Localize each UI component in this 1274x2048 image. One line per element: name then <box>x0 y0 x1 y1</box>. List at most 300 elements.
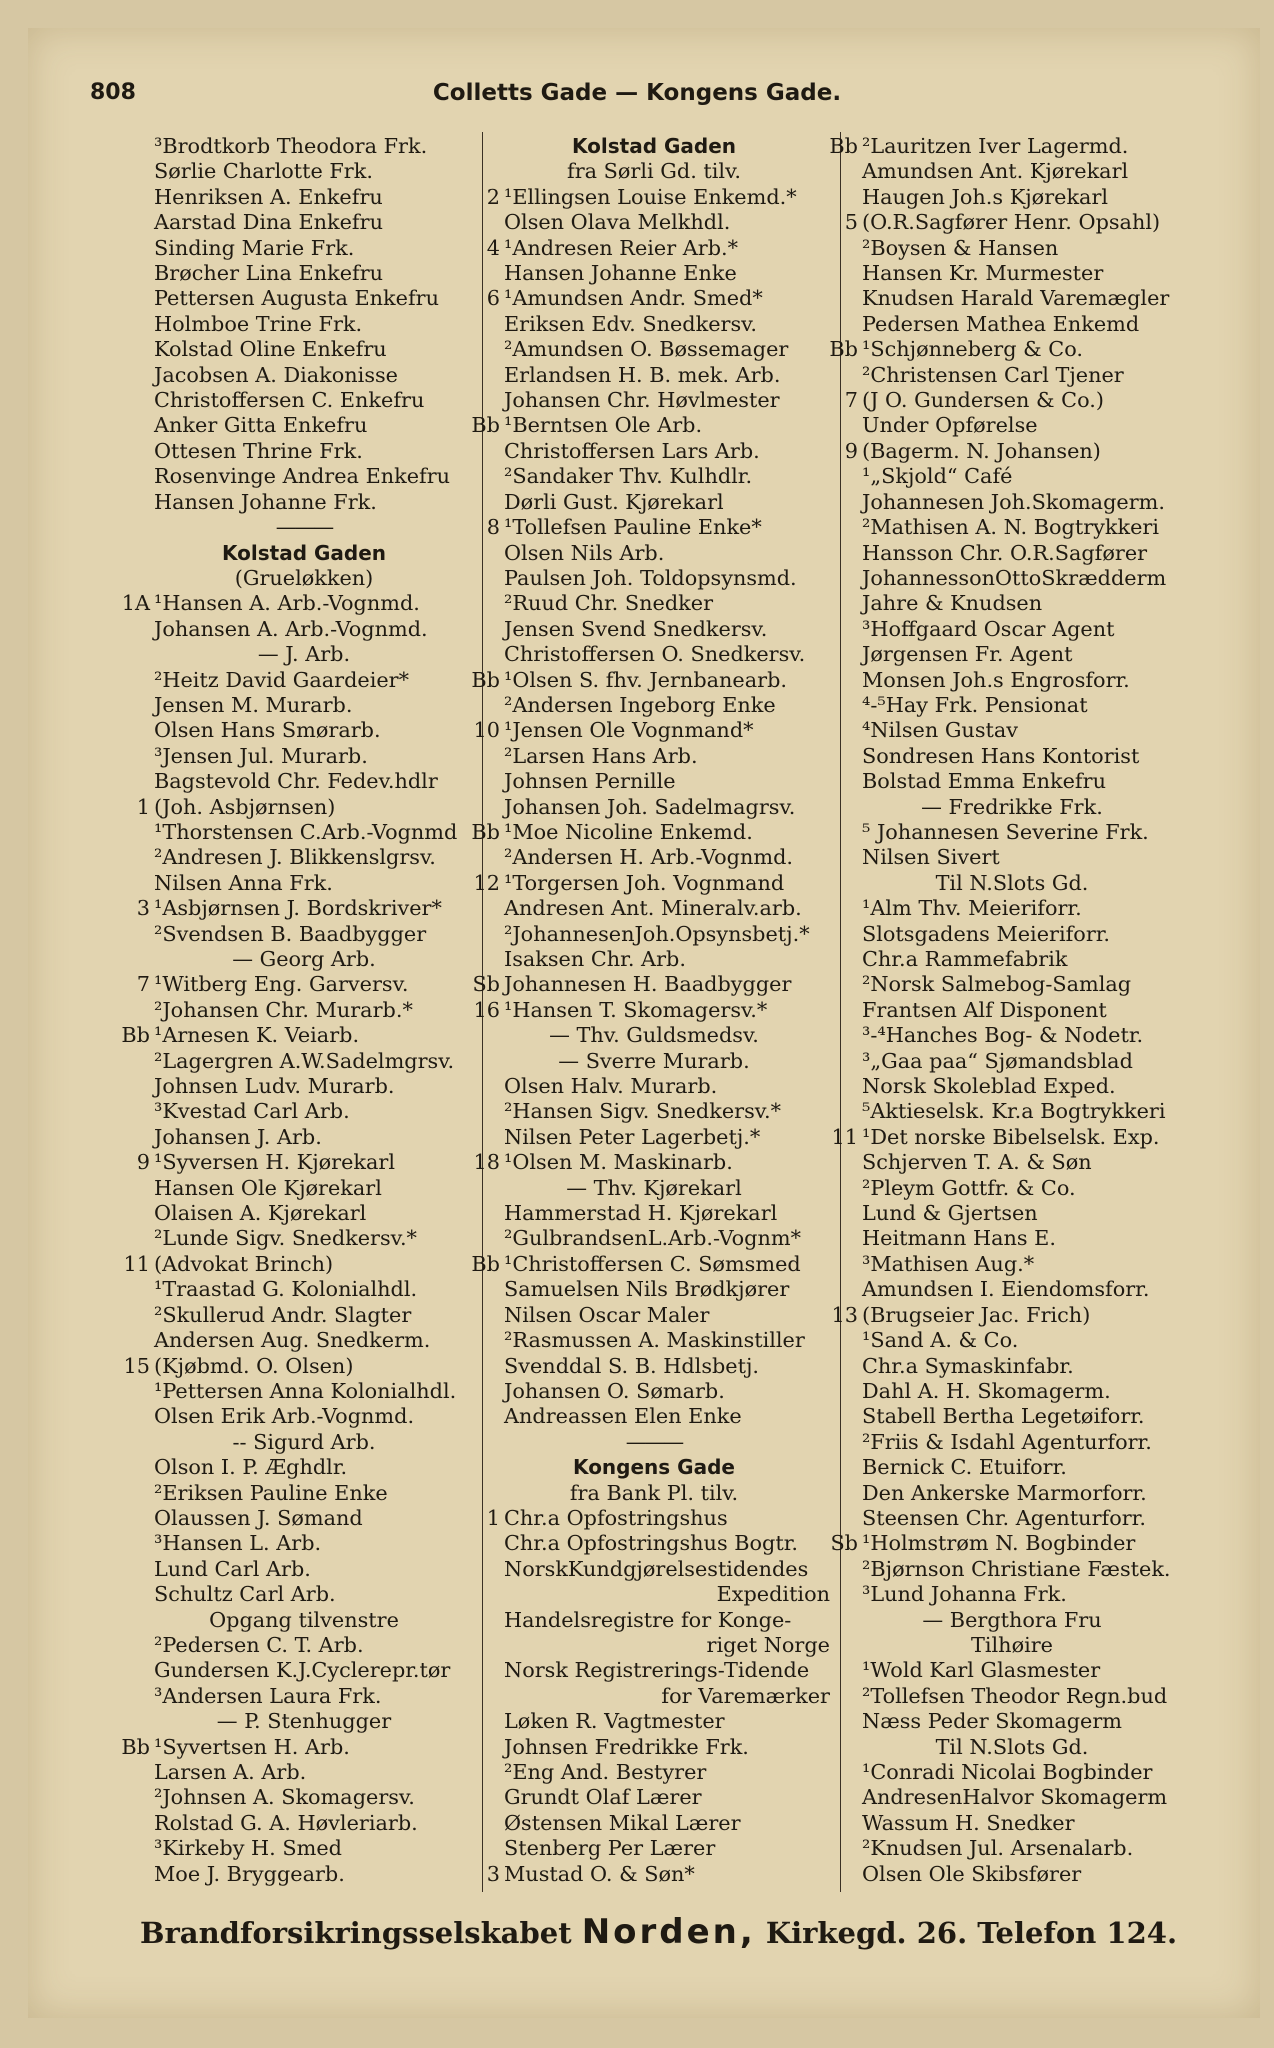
entry-text: Amundsen Ant. Kjørekarl <box>862 159 1129 184</box>
directory-entry <box>836 185 1188 210</box>
directory-entry <box>478 1506 830 1531</box>
directory-entry <box>836 1049 1188 1074</box>
house-number: 1 <box>136 794 150 819</box>
entry-text: ²JohannesenJoh.Opsynsbetj.* <box>504 921 810 946</box>
entry-text: ¹Hansen A. Arb.-Vognmd. <box>154 591 420 616</box>
directory-entry <box>478 210 830 235</box>
directory-entry <box>128 1582 480 1607</box>
directory-entry <box>128 134 480 159</box>
house-number: 9 <box>844 438 858 463</box>
directory-entry <box>836 1582 1188 1607</box>
directory-entry <box>836 490 1188 515</box>
directory-entry <box>478 1277 830 1302</box>
entry-text: ²Svendsen B. Baadbygger <box>154 921 427 946</box>
directory-entry <box>836 642 1188 667</box>
directory-entry <box>836 718 1188 743</box>
entry-text: Østensen Mikal Lærer <box>504 1810 741 1835</box>
entry-text: ¹Asbjørnsen J. Bordskriver* <box>154 896 442 921</box>
house-number: 7 <box>136 972 150 997</box>
directory-entry <box>836 1379 1188 1404</box>
entry-text: ³Jensen Jul. Murarb. <box>154 743 368 768</box>
directory-entry <box>836 668 1188 693</box>
directory-entry <box>836 1277 1188 1302</box>
entry-text: Chr.a Opfostringshus <box>504 1505 728 1530</box>
house-number: 6 <box>486 286 500 311</box>
directory-entry <box>128 795 480 820</box>
directory-entry <box>128 236 480 261</box>
entry-text: ²Heitz David Gaardeier* <box>154 667 410 692</box>
entry-text: ¹Conradi Nicolai Bogbinder <box>862 1760 1153 1784</box>
entry-text: Norsk Registrerings-Tidende <box>504 1658 810 1683</box>
entry-text: ²Andersen Ingeborg Enke <box>504 692 776 717</box>
directory-entry <box>831 1302 1188 1328</box>
entry-text: Pedersen Mathea Enkemd <box>862 311 1140 336</box>
entry-text: ²Sandaker Thv. Kulhdlr. <box>504 464 753 489</box>
entry-text: ²Lagergren A.W.Sadelmgrsv. <box>154 1048 455 1073</box>
house-number: 1A <box>121 591 150 616</box>
directory-entry <box>128 1531 480 1556</box>
directory-entry <box>478 1201 830 1226</box>
house-number: Bb <box>471 413 500 438</box>
house-number: Bb <box>121 1023 150 1048</box>
directory-entry <box>128 1811 480 1836</box>
directory-entry <box>128 1684 480 1709</box>
house-number: 9 <box>136 1150 150 1175</box>
directory-entry <box>128 363 480 388</box>
directory-entry <box>478 439 830 464</box>
entry-text: ²Lauritzen Iver Lagermd. <box>862 134 1129 158</box>
entry-text: Olsen Nils Arb. <box>504 540 665 565</box>
entry-text: Olson I. P. Æghdlr. <box>154 1455 348 1480</box>
directory-entry <box>478 1379 830 1404</box>
entry-text: Johnsen Ludv. Murarb. <box>154 1074 395 1099</box>
entry-text: Chr.a Rammefabrik <box>862 947 1068 971</box>
entry-text: Under Opførelse <box>862 413 1038 438</box>
footer-address: Kirkegd. 26. Telefon 124. <box>765 1916 1178 1950</box>
entry-text: (O.R.Sagfører Henr. Opsahl) <box>862 210 1161 235</box>
entry-text: Næss Peder Skomagerm <box>862 1709 1123 1734</box>
entry-text: ²Mathisen A. N. Bogtrykkeri <box>862 515 1160 540</box>
entry-text: Hansson Chr. O.R.Sagfører <box>862 540 1148 565</box>
directory-entry <box>478 312 830 337</box>
directory-entry <box>836 972 1188 997</box>
entry-text: Samuelsen Nils Brødkjører <box>504 1277 790 1302</box>
directory-entry <box>478 1099 830 1124</box>
entry-text: Knudsen Harald Varemægler <box>862 286 1170 311</box>
directory-column-2 <box>471 134 830 1887</box>
entry-text: ²Bjørnson Christiane Fæstek. <box>862 1556 1171 1581</box>
directory-entry <box>473 718 830 743</box>
entry-text: Jacobsen A. Diakonisse <box>154 362 398 387</box>
directory-entry <box>128 871 480 896</box>
entry-text: Jensen M. Murarb. <box>154 692 353 717</box>
entry-text: NorskKundgjørelsestidendes <box>504 1556 809 1581</box>
entry-text: Sørlie Charlotte Frk. <box>154 159 373 184</box>
directory-entry <box>128 744 480 769</box>
directory-entry <box>128 1099 480 1124</box>
directory-entry <box>478 769 830 794</box>
directory-column-1 <box>121 134 480 1887</box>
entry-text: Johansen O. Sømarb. <box>504 1378 725 1403</box>
entry-text: Stenberg Per Lærer <box>504 1836 716 1861</box>
directory-entry <box>128 1836 480 1861</box>
directory-entry <box>478 337 830 362</box>
directory-entry <box>478 490 830 515</box>
directory-entry <box>128 1125 480 1150</box>
directory-entry <box>128 1785 480 1810</box>
entry-text: ³-⁴Hanches Bog- & Nodetr. <box>862 1023 1144 1048</box>
entry-text: ¹Moe Nicoline Enkemd. <box>504 819 753 844</box>
directory-entry <box>473 870 830 896</box>
directory-entry <box>128 617 480 642</box>
directory-entry <box>836 388 1188 413</box>
directory-entry <box>836 1176 1188 1201</box>
directory-entry <box>836 312 1188 337</box>
directory-entry <box>478 566 830 591</box>
house-number: 12 <box>473 870 500 895</box>
entry-text: Jensen Svend Snedkersv. <box>504 616 768 641</box>
directory-entry <box>478 1226 830 1251</box>
entry-text: Johansen A. Arb.-Vognmd. <box>154 616 428 641</box>
street-subheading: (Grueløkken) <box>234 565 374 590</box>
directory-entry <box>836 896 1188 921</box>
directory-column-3 <box>829 134 1188 1887</box>
entry-text: Johannesen Joh.Skomagerm. <box>862 489 1165 514</box>
directory-entry <box>836 236 1188 261</box>
house-number: Bb <box>121 1734 150 1759</box>
entry-text: ¹Jensen Ole Vognmand* <box>504 718 754 743</box>
directory-entry <box>128 312 480 337</box>
entry-text: ¹Witberg Eng. Garversv. <box>154 972 409 997</box>
directory-entry <box>128 1379 480 1404</box>
entry-text: ²Knudsen Jul. Arsenalarb. <box>862 1836 1134 1861</box>
entry-text: ²Lunde Sigv. Snedkersv.* <box>154 1226 417 1251</box>
directory-entry: — J. Arb. <box>257 642 351 667</box>
entry-text: ³Hoffgaard Oscar Agent <box>862 616 1115 641</box>
entry-text: Heitmann Hans E. <box>862 1226 1056 1251</box>
directory-entry <box>128 1201 480 1226</box>
directory-entry: Tilhøire <box>971 1632 1053 1657</box>
entry-text: (Joh. Asbjørnsen) <box>154 794 336 819</box>
entry-text: ³Kirkeby H. Smed <box>154 1836 342 1861</box>
entry-text: ²Amundsen O. Bøssemager <box>504 337 789 362</box>
entry-text: Olsen Olava Melkhdl. <box>504 210 731 235</box>
entry-text: ²Rasmussen A. Maskinstiller <box>504 1328 805 1353</box>
entry-text: Hansen Ole Kjørekarl <box>154 1175 382 1200</box>
entry-text: Olaussen J. Sømand <box>154 1505 363 1530</box>
entry-text: ²Johnsen A. Skomagersv. <box>154 1785 415 1810</box>
house-number: 11 <box>831 1124 858 1149</box>
directory-entry <box>478 363 830 388</box>
directory-entry <box>836 439 1188 464</box>
entry-text: ¹Andresen Reier Arb.* <box>504 235 739 260</box>
directory-entry <box>128 1303 480 1328</box>
entry-text: Hammerstad H. Kjørekarl <box>504 1201 778 1226</box>
directory-entry <box>478 617 830 642</box>
directory-entry <box>836 1430 1188 1455</box>
directory-entry <box>128 1760 480 1785</box>
entry-text: Chr.a Opfostringshus Bogtr. <box>504 1531 798 1556</box>
entry-text: ⁵Aktieselsk. Kr.a Bogtrykkeri <box>862 1099 1166 1124</box>
entry-text: Grundt Olaf Lærer <box>504 1785 702 1810</box>
directory-entry: -- Sigurd Arb. <box>232 1429 376 1454</box>
directory-entry <box>128 693 480 718</box>
directory-entry <box>128 820 480 845</box>
entry-text: Chr.a Symaskinfabr. <box>862 1353 1074 1378</box>
directory-entry <box>836 1811 1188 1836</box>
directory-entry <box>123 1251 480 1277</box>
directory-entry <box>836 566 1188 591</box>
directory-entry <box>128 464 480 489</box>
entry-text: ²Tollefsen Theodor Regn.bud <box>862 1683 1168 1708</box>
directory-entry <box>471 667 830 693</box>
directory-entry <box>836 1252 1188 1277</box>
entry-text: ²Eng And. Bestyrer <box>504 1760 707 1784</box>
directory-entry <box>478 464 830 489</box>
directory-entry <box>123 1353 480 1379</box>
directory-entry <box>836 845 1188 870</box>
directory-entry <box>836 1023 1188 1048</box>
directory-entry <box>128 1404 480 1429</box>
directory-entry <box>128 261 480 286</box>
directory-entry <box>836 1481 1188 1506</box>
directory-entry <box>472 972 830 997</box>
entry-text: ¹Olsen M. Maskinarb. <box>504 1150 733 1175</box>
entry-text: Nilsen Peter Lagerbetj.* <box>504 1124 761 1149</box>
directory-entry <box>478 845 830 870</box>
directory-entry <box>836 541 1188 566</box>
directory-entry <box>121 591 480 616</box>
directory-entry <box>478 1557 830 1582</box>
entry-text: ¹Olsen S. fhv. Jernbanearb. <box>504 667 788 692</box>
house-number: 3 <box>486 1861 500 1886</box>
entry-text: ³„Gaa paa“ Sjømandsblad <box>862 1048 1133 1073</box>
entry-text: Olaisen A. Kjørekarl <box>154 1201 367 1226</box>
directory-entry <box>128 1176 480 1201</box>
directory-entry: — Georg Arb. <box>232 947 376 971</box>
directory-entry <box>836 591 1188 616</box>
entry-text: ³Kvestad Carl Arb. <box>154 1099 350 1124</box>
entry-text: Bolstad Emma Enkefru <box>862 769 1106 794</box>
directory-entry <box>836 1201 1188 1226</box>
section-divider: ——— <box>275 515 333 540</box>
entry-text: ²Norsk Salmebog-Samlag <box>862 972 1132 997</box>
directory-entry <box>836 1506 1188 1531</box>
entry-text: Bagstevold Chr. Fedev.hdlr <box>154 769 438 794</box>
directory-entry <box>473 1150 830 1175</box>
entry-text: ¹Christoffersen C. Sømsmed <box>504 1251 801 1276</box>
entry-text: ¹Traastad G. Kolonialhdl. <box>154 1277 418 1302</box>
entry-text: Paulsen Joh. Toldopsynsmd. <box>504 565 797 590</box>
house-number: Bb <box>471 667 500 692</box>
house-number: Bb <box>471 819 500 844</box>
directory-entry <box>128 490 480 515</box>
directory-entry <box>836 947 1188 972</box>
directory-entry <box>830 1531 1188 1556</box>
entry-text: ³Mathisen Aug.* <box>862 1251 1035 1276</box>
house-number: 16 <box>473 997 500 1022</box>
directory-entry <box>128 1328 480 1353</box>
entry-text: (Advokat Brinch) <box>154 1251 334 1276</box>
directory-entry <box>836 1658 1188 1683</box>
directory-entry <box>478 261 830 286</box>
house-number: 11 <box>123 1251 150 1276</box>
directory-entry <box>128 1633 480 1658</box>
entry-text: ²Boysen & Hansen <box>862 235 1059 260</box>
directory-entry <box>128 1862 480 1887</box>
directory-entry <box>478 1125 830 1150</box>
directory-entry <box>836 744 1188 769</box>
entry-text: Andreassen Elen Enke <box>504 1404 742 1429</box>
directory-entry <box>836 1760 1188 1785</box>
entry-text: Jørgensen Fr. Agent <box>862 642 1073 667</box>
entry-text: ²Christensen Carl Tjener <box>862 362 1124 387</box>
directory-entry <box>128 1277 480 1302</box>
entry-text: ¹Hansen T. Skomagersv.* <box>504 997 768 1022</box>
directory-entry <box>121 1023 480 1048</box>
entry-text: AndresenHalvor Skomagerm <box>862 1785 1168 1810</box>
directory-entry <box>471 1251 830 1277</box>
directory-entry <box>836 922 1188 947</box>
house-number: 18 <box>473 1150 500 1175</box>
directory-entry <box>836 1099 1188 1124</box>
entry-text: Johannesen H. Baadbygger <box>504 972 792 997</box>
entry-text: ¹Schjønneberg & Co. <box>862 337 1083 362</box>
directory-entry <box>478 1074 830 1099</box>
entry-text: Lund Carl Arb. <box>154 1556 311 1581</box>
entry-text: Steensen Chr. Agenturforr. <box>862 1505 1146 1530</box>
entry-text: Brøcher Lina Enkefru <box>154 261 384 286</box>
entry-text: Nilsen Oscar Maler <box>504 1302 710 1327</box>
house-number: Sb <box>472 972 500 997</box>
directory-entry <box>478 1608 830 1633</box>
directory-entry <box>836 1074 1188 1099</box>
directory-entry <box>836 261 1188 286</box>
entry-text: ²Pleym Gottfr. & Co. <box>862 1175 1076 1200</box>
house-number: 4 <box>486 235 500 260</box>
entry-text: (Bagerm. N. Johansen) <box>862 438 1101 463</box>
directory-entry <box>471 819 830 845</box>
directory-entry <box>121 1734 480 1760</box>
directory-entry <box>836 617 1188 642</box>
entry-text: Dahl A. H. Skomagerm. <box>862 1378 1111 1403</box>
entry-text: Eriksen Edv. Snedkersv. <box>504 311 758 336</box>
directory-entry <box>836 1226 1188 1251</box>
directory-entry <box>128 439 480 464</box>
directory-entry <box>836 1328 1188 1353</box>
directory-entry <box>471 413 830 438</box>
directory-entry <box>478 1531 830 1556</box>
directory-entry <box>836 1150 1188 1175</box>
entry-text: Løken R. Vagtmester <box>504 1709 725 1734</box>
directory-entry: Til N.Slots Gd. <box>935 870 1089 895</box>
directory-entry <box>478 185 830 210</box>
directory-entry <box>836 1354 1188 1379</box>
house-number: 13 <box>831 1302 858 1327</box>
directory-entry <box>128 769 480 794</box>
entry-text: Lund & Gjertsen <box>862 1201 1038 1226</box>
directory-entry <box>128 922 480 947</box>
entry-text: Christoffersen C. Enkefru <box>154 388 425 413</box>
entry-text: Larsen A. Arb. <box>154 1760 307 1784</box>
footer-brand: Norden, <box>581 1912 756 1952</box>
entry-text: ²Friis & Isdahl Agenturforr. <box>862 1429 1152 1454</box>
directory-entry <box>836 159 1188 184</box>
directory-entry <box>128 718 480 743</box>
entry-text: ¹Syversen H. Kjørekarl <box>154 1150 396 1175</box>
directory-entry <box>836 769 1188 794</box>
entry-text: Stabell Bertha Legetøiforr. <box>862 1404 1145 1429</box>
directory-entry <box>128 1455 480 1480</box>
directory-entry <box>478 286 830 311</box>
entry-text: JohannessonOttoSkrædderm <box>862 565 1167 590</box>
entry-text: Rosenvinge Andrea Enkefru <box>154 464 451 489</box>
entry-text: Hansen Johanne Frk. <box>154 489 377 514</box>
entry-text: Monsen Joh.s Engrosforr. <box>862 667 1130 692</box>
entry-text: Norsk Skoleblad Exped. <box>862 1074 1116 1099</box>
house-number: 15 <box>123 1353 150 1378</box>
directory-entry <box>128 668 480 693</box>
directory-entry <box>478 236 830 261</box>
entry-text: ²Andresen J. Blikkenslgrsv. <box>154 845 436 870</box>
entry-text: Bernick C. Etuiforr. <box>862 1455 1067 1480</box>
directory-entry <box>128 210 480 235</box>
directory-entry <box>478 922 830 947</box>
directory-entry <box>478 1303 830 1328</box>
directory-entry <box>478 515 830 540</box>
house-number: 10 <box>473 718 500 743</box>
house-number: 2 <box>486 184 500 209</box>
directory-entry: — Thv. Guldsmedsv. <box>549 1023 759 1048</box>
entry-text: Hansen Johanne Enke <box>504 261 737 286</box>
advertisement-footer <box>140 1912 1220 1952</box>
page-number: 808 <box>90 80 136 105</box>
directory-entry <box>128 185 480 210</box>
entry-continuation: Expedition <box>716 1582 830 1607</box>
directory-entry <box>836 998 1188 1023</box>
directory-entry <box>836 1862 1188 1887</box>
entry-text: ²Pedersen C. T. Arb. <box>154 1632 364 1657</box>
entry-text: Johnsen Pernille <box>504 769 676 794</box>
entry-text: ¹Thorstensen C.Arb.-Vognmd <box>154 819 458 844</box>
house-number: Bb <box>829 337 858 362</box>
entry-text: Frantsen Alf Disponent <box>862 997 1107 1022</box>
directory-entry <box>128 1074 480 1099</box>
entry-text: Nilsen Anna Frk. <box>154 870 333 895</box>
entry-text: ¹Ellingsen Louise Enkemd.* <box>504 184 797 209</box>
entry-text: Johansen Joh. Sadelmagrsv. <box>504 794 796 819</box>
entry-text: ²Ruud Chr. Snedker <box>504 591 714 616</box>
directory-entry <box>478 1811 830 1836</box>
directory-entry <box>478 1836 830 1861</box>
section-divider: ——— <box>625 1429 683 1454</box>
street-subheading: fra Bank Pl. tilv. <box>569 1480 739 1505</box>
directory-entry <box>478 1658 830 1683</box>
directory-entry <box>128 896 480 921</box>
directory-entry <box>478 1785 830 1810</box>
directory-entry: Til N.Slots Gd. <box>935 1734 1089 1759</box>
directory-entry <box>128 413 480 438</box>
entry-text: Hansen Kr. Murmester <box>862 261 1104 286</box>
house-number: 7 <box>844 388 858 413</box>
entry-text: Holmboe Trine Frk. <box>154 311 363 336</box>
directory-entry <box>836 1557 1188 1582</box>
entry-text: ³Hansen L. Arb. <box>154 1531 322 1556</box>
entry-text: Handelsregistre for Konge- <box>504 1607 792 1632</box>
entry-text: Svenddal S. B. Hdlsbetj. <box>504 1353 760 1378</box>
entry-text: Anker Gitta Enkefru <box>154 413 368 438</box>
entry-text: ¹Tollefsen Pauline Enke* <box>504 515 762 540</box>
